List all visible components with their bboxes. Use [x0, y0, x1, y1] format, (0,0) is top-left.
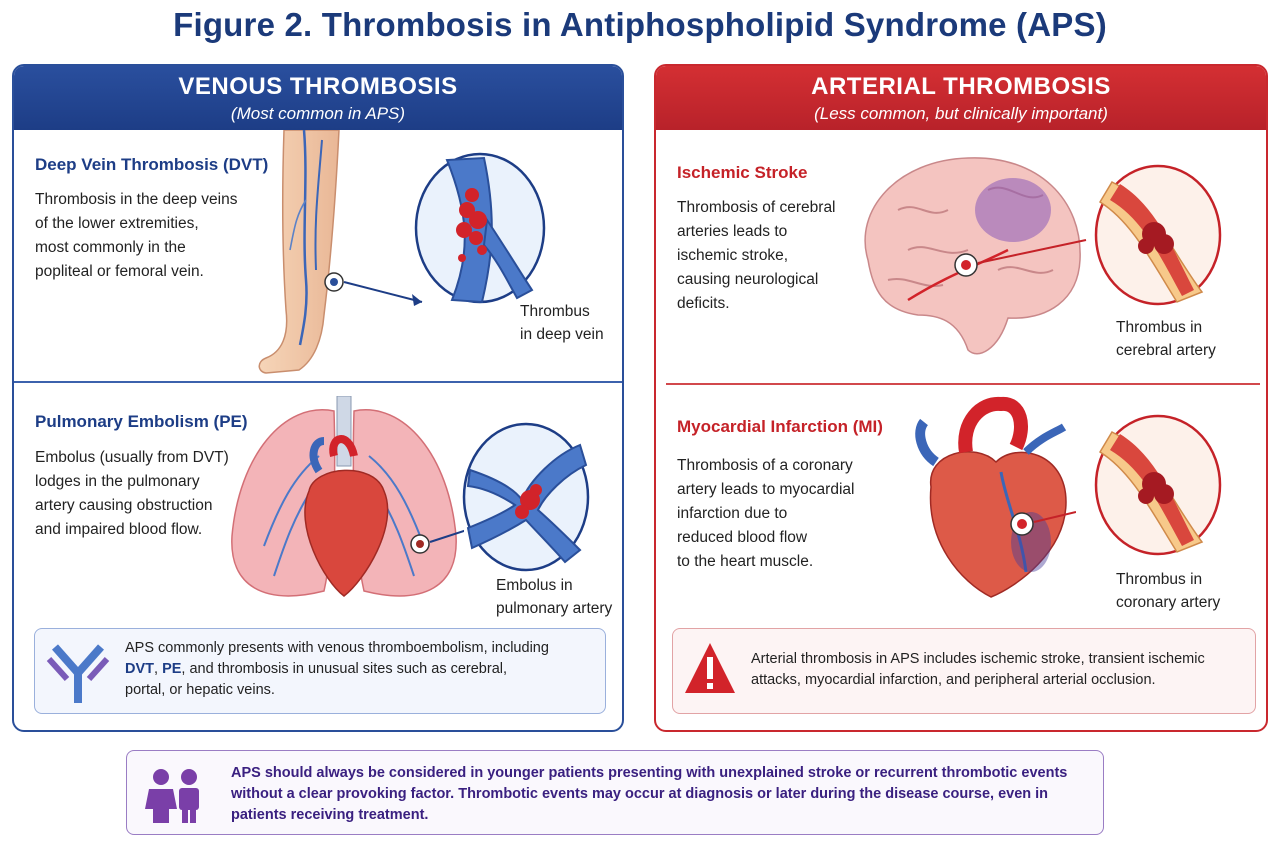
bottom-note-text: APS should always be considered in younger patients presenting with unexplained stroke or recurrent thrombotic events without a clear provoking factor. Thrombotic events may occur at diagnosis or later during the disease course, even in patients receiving treatment.	[231, 765, 1068, 823]
stroke-caption: Thrombus in cerebral artery	[1116, 319, 1216, 359]
arterial-heading: ARTERIAL THROMBOSIS	[811, 73, 1111, 100]
venous-subheading: (Most common in APS)	[230, 104, 406, 123]
dvt-title: Deep Vein Thrombosis (DVT)	[35, 155, 269, 174]
mi-text: Thrombosis of a coronary artery leads to myocardial infarction due to reduced blood flow to the heart muscle.	[677, 457, 855, 570]
venous-heading: VENOUS THROMBOSIS	[178, 73, 458, 100]
pe-title: Pulmonary Embolism (PE)	[35, 412, 248, 431]
stroke-title: Ischemic Stroke	[677, 163, 808, 182]
arterial-header	[656, 66, 1266, 130]
venous-header	[14, 66, 622, 130]
warning-icon	[683, 641, 737, 697]
arterial-subheading: (Less common, but clinically important)	[814, 104, 1108, 123]
figure-title: Figure 2. Thrombosis in Antiphospholipid Syndrome (APS)	[173, 6, 1107, 43]
venous-note-text: APS commonly presents with venous thromboembolism, including DVT, PE, and thrombosis in unusual sites such as cerebral, portal, or hepatic veins.	[125, 640, 549, 698]
lungs-heart-illustration	[224, 396, 464, 614]
mi-caption: Thrombus in coronary artery	[1116, 571, 1221, 611]
venous-divider	[14, 381, 624, 383]
cerebral-artery-inset	[1092, 162, 1224, 308]
arterial-note	[672, 628, 1256, 714]
bottom-note	[126, 750, 1104, 835]
arterial-divider	[666, 383, 1260, 385]
pe-caption: Embolus in pulmonary artery	[496, 577, 613, 617]
antibody-icon	[43, 637, 113, 705]
dvt-caption: Thrombus in deep vein	[520, 303, 604, 343]
brain-illustration	[848, 150, 1088, 362]
arterial-panel	[654, 64, 1268, 732]
stroke-text: Thrombosis of cerebral arteries leads to ischemic stroke, causing neurological deficits.	[677, 199, 836, 312]
dvt-text: Thrombosis in the deep veins of the lower extremities, most commonly in the popliteal or femoral vein.	[35, 191, 238, 280]
venous-note	[34, 628, 606, 714]
deep-vein-thrombus-inset	[412, 150, 548, 306]
pe-text: Embolus (usually from DVT) lodges in the pulmonary artery causing obstruction and impaired blood flow.	[35, 449, 229, 538]
arterial-note-text: Arterial thrombosis in APS includes ischemic stroke, transient ischemic attacks, myocardial infarction, and peripheral arterial occlusion.	[751, 651, 1205, 688]
heart-illustration	[906, 392, 1076, 602]
coronary-artery-inset	[1092, 412, 1224, 558]
venous-panel	[12, 64, 624, 732]
pulmonary-embolus-inset	[460, 420, 594, 574]
mi-title: Myocardial Infarction (MI)	[677, 417, 883, 436]
patients-icon	[145, 767, 205, 823]
